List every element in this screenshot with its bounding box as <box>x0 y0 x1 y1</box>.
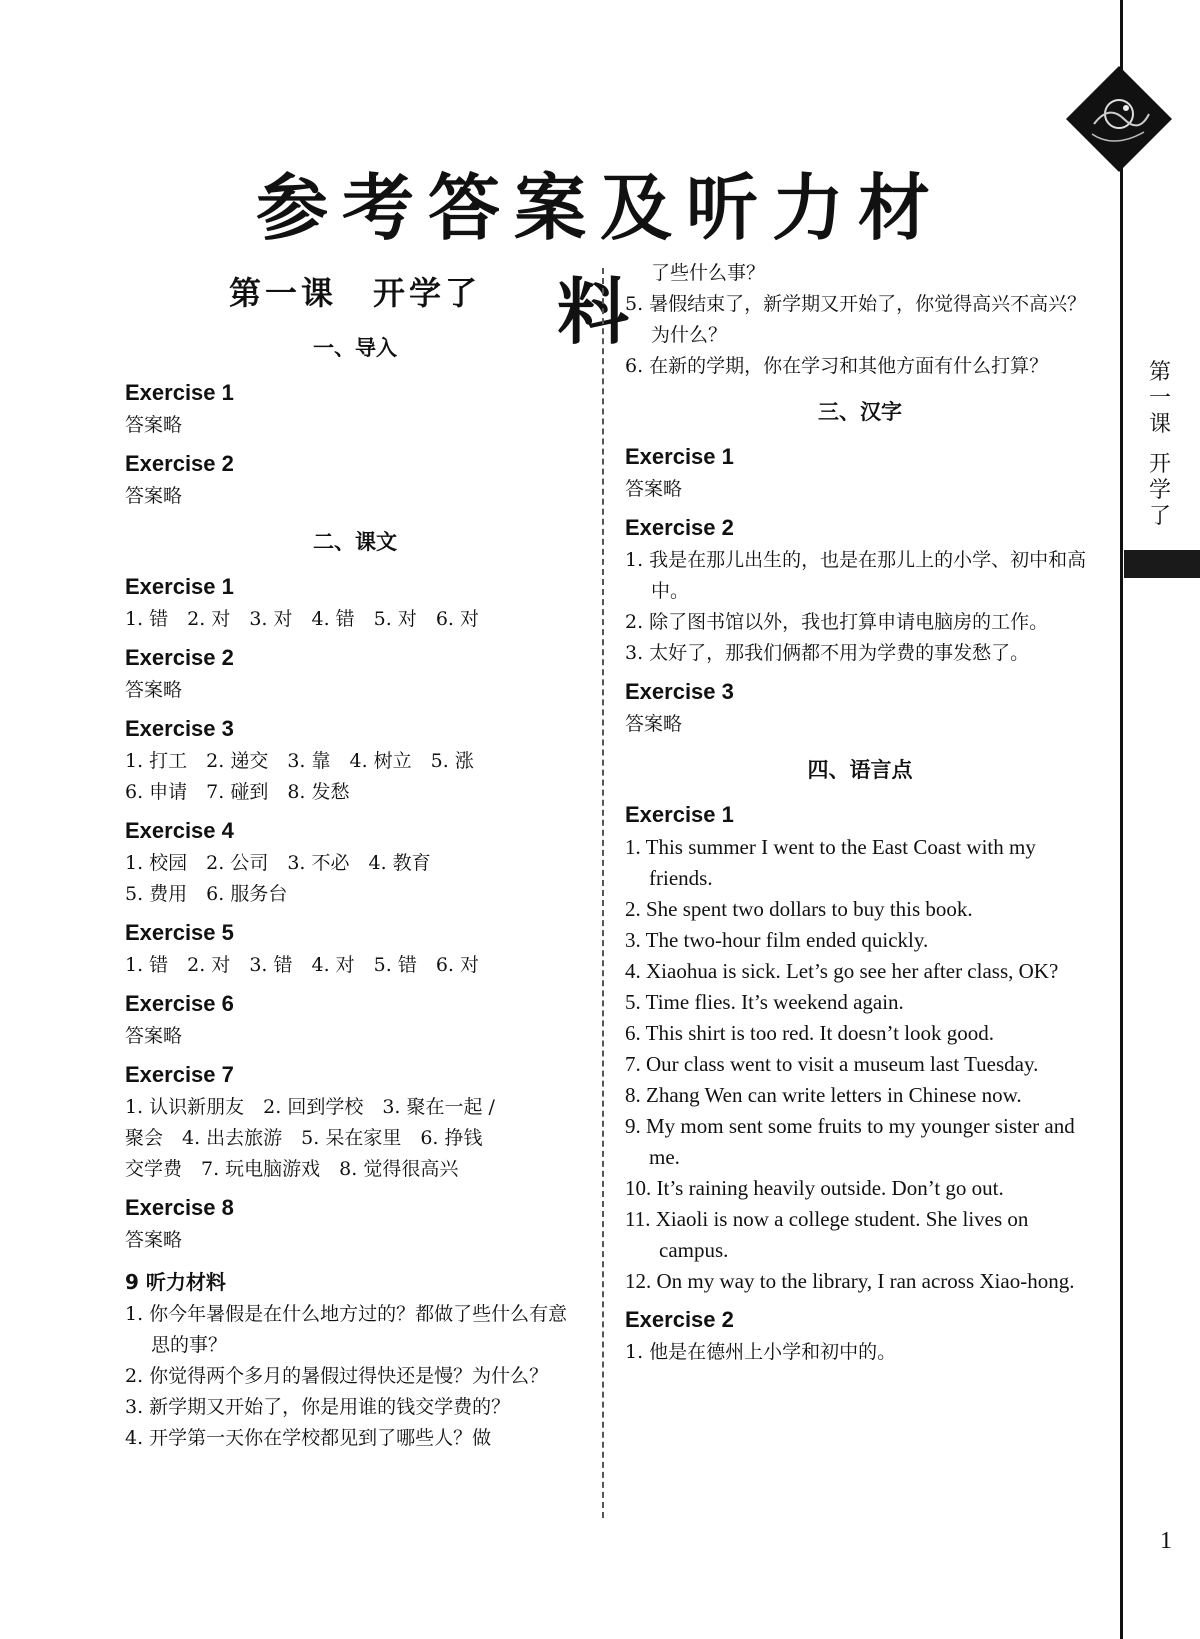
exercise-heading: Exercise 1 <box>125 574 234 599</box>
answer-line: 交学费 7. 玩电脑游戏 8. 觉得很高兴 <box>125 1158 459 1180</box>
translation-item: 10. It’s raining heavily outside. Don’t go out. <box>625 1176 1004 1200</box>
answer-item: 3. 太好了，那我们俩都不用为学费的事发愁了。 <box>625 642 1030 664</box>
exercise-heading: Exercise 1 <box>625 802 734 827</box>
exercise-heading: Exercise 3 <box>625 679 734 704</box>
translation-item: 12. On my way to the library, I ran across Xiao-hong. <box>625 1269 1075 1293</box>
answer-line: 1. 他是在德州上小学和初中的。 <box>625 1341 897 1363</box>
section-heading: 一、导入 <box>313 336 397 360</box>
answer-line: 答案略 <box>125 414 183 436</box>
translation-item: 3. The two-hour film ended quickly. <box>625 928 929 952</box>
right-column <box>625 258 1095 1368</box>
translation-item: 2. She spent two dollars to buy this book. <box>625 897 973 921</box>
translation-item: 5. Time flies. It’s weekend again. <box>625 990 904 1014</box>
side-lesson-label <box>1145 360 1175 530</box>
exercise-heading: Exercise 2 <box>625 515 734 540</box>
exercise-heading: Exercise 4 <box>125 818 234 843</box>
answer-line: 答案略 <box>625 713 683 735</box>
side-char: 了 <box>1148 504 1171 529</box>
side-char: 课 <box>1148 412 1171 437</box>
listening-question: 1. 你今年暑假是在什么地方过的？都做了些什么有意思的事？ <box>125 1303 568 1356</box>
answer-line: 1. 认识新朋友 2. 回到学校 3. 聚在一起 / <box>125 1096 495 1118</box>
answer-line: 答案略 <box>625 478 683 500</box>
listening-heading: 9 听力材料 <box>125 1270 226 1294</box>
lesson-title: 第一课 开学了 <box>228 274 481 312</box>
listening-question: 4. 开学第一天你在学校都见到了哪些人？做 <box>125 1427 492 1449</box>
side-char: 第 <box>1148 360 1171 385</box>
exercise-heading: Exercise 2 <box>625 1307 734 1332</box>
answer-line: 答案略 <box>125 1229 183 1251</box>
answer-line: 答案略 <box>125 485 183 507</box>
margin-rule <box>1120 0 1123 1639</box>
column-divider <box>602 268 604 1518</box>
translation-item: 11. Xiaoli is now a college student. She lives on campus. <box>625 1207 1029 1262</box>
section-heading: 四、语言点 <box>807 758 913 782</box>
side-char: 开 <box>1148 452 1171 477</box>
answer-item: 1. 我是在那儿出生的，也是在那儿上的小学、初中和高中。 <box>625 549 1087 602</box>
left-column <box>125 258 585 1454</box>
listening-question-continued: 了些什么事？ <box>651 262 766 284</box>
answer-line: 6. 申请 7. 碰到 8. 发愁 <box>125 781 350 803</box>
exercise-heading: Exercise 5 <box>125 920 234 945</box>
translation-item: 4. Xiaohua is sick. Let’s go see her after class, OK? <box>625 959 1059 983</box>
answer-item: 2. 除了图书馆以外，我也打算申请电脑房的工作。 <box>625 611 1049 633</box>
translation-item: 6. This shirt is too red. It doesn’t look good. <box>625 1021 995 1045</box>
exercise-heading: Exercise 2 <box>125 451 234 476</box>
translation-item: 1. This summer I went to the East Coast with my friends. <box>625 835 1036 890</box>
exercise-heading: Exercise 6 <box>125 991 234 1016</box>
page-title: 参考答案及听力材料 <box>255 165 944 354</box>
answer-line: 5. 费用 6. 服务台 <box>125 883 288 905</box>
exercise-heading: Exercise 8 <box>125 1195 234 1220</box>
answer-line: 答案略 <box>125 679 183 701</box>
translation-item: 9. My mom sent some fruits to my younger sister and me. <box>625 1114 1075 1169</box>
answer-line: 聚会 4. 出去旅游 5. 呆在家里 6. 挣钱 <box>125 1127 483 1149</box>
exercise-heading: Exercise 2 <box>125 645 234 670</box>
answer-line: 1. 错 2. 对 3. 错 4. 对 5. 错 6. 对 <box>125 954 480 976</box>
listening-question: 5. 暑假结束了，新学期又开始了，你觉得高兴不高兴？为什么？ <box>625 293 1087 346</box>
translation-item: 8. Zhang Wen can write letters in Chinese now. <box>625 1083 1022 1107</box>
answer-line: 答案略 <box>125 1025 183 1047</box>
translation-item: 7. Our class went to visit a museum last Tuesday. <box>625 1052 1039 1076</box>
exercise-heading: Exercise 3 <box>125 716 234 741</box>
listening-question: 3. 新学期又开始了，你是用谁的钱交学费的？ <box>125 1396 511 1418</box>
listening-question: 6. 在新的学期，你在学习和其他方面有什么打算？ <box>625 355 1049 377</box>
side-char: 学 <box>1148 478 1171 503</box>
side-char: 一 <box>1148 386 1171 411</box>
side-tab-marker <box>1124 550 1200 578</box>
diamond-ornament-icon <box>1064 64 1174 174</box>
answer-line: 1. 校园 2. 公司 3. 不必 4. 教育 <box>125 852 431 874</box>
section-heading: 二、课文 <box>313 530 397 554</box>
answer-line: 1. 错 2. 对 3. 对 4. 错 5. 对 6. 对 <box>125 608 480 630</box>
section-heading: 三、汉字 <box>818 400 902 424</box>
exercise-heading: Exercise 1 <box>125 380 234 405</box>
answer-line: 1. 打工 2. 递交 3. 靠 4. 树立 5. 涨 <box>125 750 474 772</box>
listening-question: 2. 你觉得两个多月的暑假过得快还是慢？为什么？ <box>125 1365 549 1387</box>
page-number: 1 <box>1160 1528 1172 1554</box>
exercise-heading: Exercise 7 <box>125 1062 234 1087</box>
exercise-heading: Exercise 1 <box>625 444 734 469</box>
